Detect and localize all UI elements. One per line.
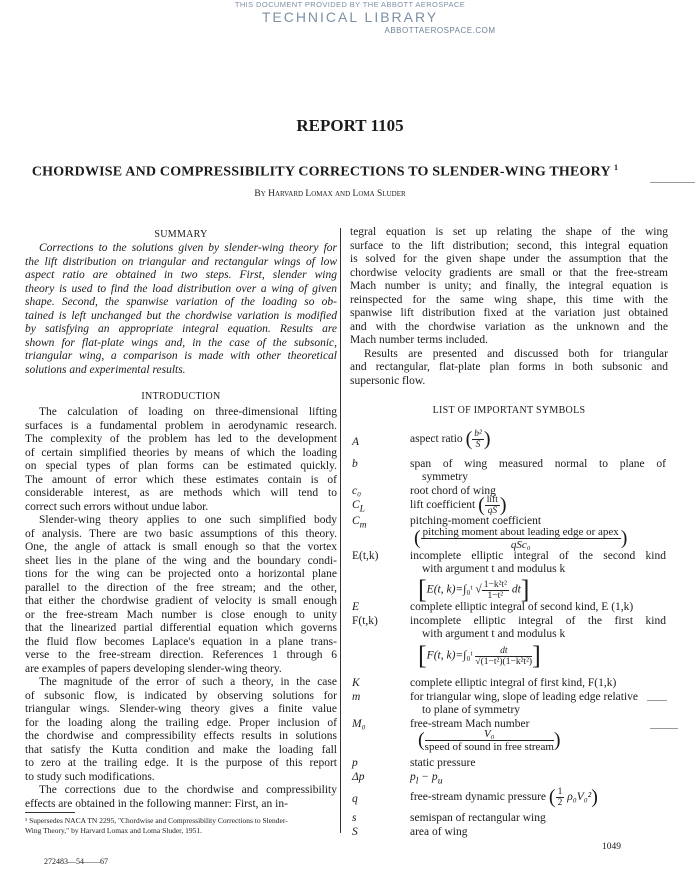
page-number: 1049 — [602, 842, 621, 852]
symbol-description-cont: symmetry — [422, 471, 468, 483]
symbol-description: area of wing — [410, 826, 468, 838]
text-line: considerable interest, as are methods which will tend to — [25, 487, 337, 499]
symbol-description: root chord of wing — [410, 485, 496, 497]
text-line: solutions and experimental results. — [25, 363, 186, 376]
paragraph — [25, 514, 337, 676]
text-line: correct such errors without undue labor. — [25, 500, 209, 513]
text-line: that the linearized partial differential equation which governs — [25, 622, 337, 634]
text-line: triangular wings. Slender-wing theory gives a finite value — [25, 703, 337, 715]
text-line: spanwise lift distribution fixed at the variation just obtained — [350, 307, 668, 319]
text-line: is solved for the given shape under the assumption that the — [350, 253, 668, 265]
scan-mark — [650, 182, 695, 183]
footnote-line: ¹ Supersedes NACA TN 2295, "Chordwise and Compressibility Corrections to Slender- — [25, 816, 288, 825]
denominator: qS — [487, 506, 498, 516]
text-line: by satisfying an appropriate integral equation. Results are — [25, 323, 337, 335]
text-line: Mach number is unity; and finally, the integral equation is — [350, 280, 668, 292]
symbol-formula: [E(t, k)=∫₀ᵗ √ $\frac{\text{1−k²t²}}{\text{1−t²}}$ dt] — [418, 575, 530, 604]
text-line: to study such modifications. — [25, 770, 155, 783]
desc-text: free-stream dynamic pressure — [410, 791, 547, 804]
fraction — [421, 526, 621, 551]
symbol-description: semispan of rectangular wing — [410, 812, 546, 824]
symbol: M₀ — [352, 718, 366, 730]
column-divider — [340, 228, 341, 833]
symbol-description: complete elliptic integral of second kind, E (1,k) — [410, 601, 634, 613]
symbol: E(t,k) — [352, 550, 379, 562]
symbols-heading: LIST OF IMPORTANT SYMBOLS — [432, 405, 586, 416]
numerator: pitching moment about leading edge or apex — [422, 526, 619, 538]
symbol: S — [352, 826, 358, 838]
text-line: the lift distribution on triangular and rectangular wings of low — [25, 255, 337, 268]
symbol-description: for triangular wing, slope of leading edge relative — [410, 691, 639, 703]
scan-mark — [650, 728, 678, 729]
authors: By Harvard Lomax and Loma Sluder — [254, 189, 406, 199]
denominator: √(1−t²)(1−k²t²) — [475, 656, 533, 667]
text-line: surface to the lift distribution; second, this integral equation — [350, 239, 668, 252]
text-line: to zero at the trailing edge. It is the purpose of this report — [25, 757, 337, 769]
text-line: Results are presented and discussed both for triangular — [364, 347, 668, 360]
watermark-url: ABBOTTAEROSPACE.COM — [384, 26, 496, 35]
footnote — [25, 816, 337, 836]
text-line: for the loading along the trailing edge. Proper inclusion of — [25, 716, 337, 729]
symbol: p — [352, 757, 358, 769]
symbol: $C_m$ — [352, 515, 367, 531]
symbol: c₀ — [352, 485, 362, 497]
watermark-line1: THIS DOCUMENT PROVIDED BY THE ABBOTT AEROSPACE — [234, 0, 466, 9]
text-line: chordwise velocity gradients are small or that the free-stream — [350, 266, 668, 279]
text-line: shape. Second, the spanwise variation of the loading so ob- — [25, 296, 337, 308]
text-line: of certain simplified theories by means of which the loading — [25, 446, 337, 459]
text-line: tained is left unchanged but the chordwise variation is modified — [25, 309, 337, 322]
paragraph — [25, 406, 337, 514]
paragraph — [350, 226, 668, 348]
text-line: and with the chordwise variation as the unknown and the — [350, 320, 668, 333]
symbol-description: free-stream Mach number — [410, 718, 530, 730]
symbol: A — [352, 436, 360, 448]
desc-text: lift coefficient — [410, 499, 476, 512]
symbol-description: $p_l - p_u$ — [410, 771, 443, 787]
text-line: or the free-stream Mach number is close enough to unity — [25, 608, 337, 621]
numerator: dt — [475, 646, 532, 657]
text-line: that satisfy the Kutta condition and make the loading fall — [25, 743, 337, 756]
text-line: Slender-wing theory applies to one such simplified body — [39, 514, 337, 526]
symbol: $C_L$ — [352, 499, 365, 515]
formula-tail: dt — [511, 583, 521, 596]
text-line: and rectangular, flat-plate plan forms in both subsonic and — [350, 361, 668, 373]
symbol-formula: [F(t, k)=∫₀ᵗ $\frac{dt}{\text{√(1−t²)(1−k²t²)}}$ ] — [418, 641, 541, 670]
numerator: b² — [474, 429, 482, 439]
formula-tail: ρ₀V₀² — [567, 791, 592, 804]
symbol-formula: ( $\frac{\text{pitching moment about leading edge or apex}}{\text{qSc₀}}$ ) — [414, 526, 628, 551]
text-line: the chordwise and compressibility effects results in solutions — [25, 730, 337, 742]
fraction — [485, 495, 500, 516]
summary-heading: SUMMARY — [154, 229, 208, 240]
text-line: that either the chordwise gradient of velocity is small enough — [25, 595, 337, 607]
text-line: parallel to the direction of the free stream; and the other, — [25, 581, 337, 594]
text-line: aspect ratio are obtained in two steps. First, slender wing — [25, 269, 337, 281]
text-line: Corrections to the solutions given by slender-wing theory for — [39, 242, 337, 254]
fraction — [482, 580, 509, 601]
numerator: lift — [486, 495, 498, 505]
text-line: One, the angle of attack is small enough so that the vortex — [25, 541, 337, 553]
summary-body — [25, 242, 337, 377]
symbol: E — [352, 601, 360, 613]
report-number: REPORT 1105 — [296, 116, 404, 135]
symbol-description: complete elliptic integral of first kind, F(1,k) — [410, 677, 617, 689]
title-text: CHORDWISE AND COMPRESSIBILITY CORRECTIONS TO SLENDER-WING THEORY — [31, 164, 611, 180]
symbol-description: incomplete elliptic integral of the first kind — [410, 615, 666, 627]
text-line: tions for the wing can be projected onto a horizontal plane — [25, 568, 337, 580]
symbol-description: incomplete elliptic integral of the second kind — [410, 550, 666, 562]
symbol: m — [352, 691, 361, 703]
text-line: of subsonic flow, is indicated by observing solutions for — [25, 689, 337, 702]
text-line: triangular wing, a comparison is made with other theoretical — [25, 350, 337, 362]
footnote-line: Wing Theory," by Harvard Lomax and Loma Sluder, 1951. — [25, 826, 203, 835]
numerator: 1 — [557, 787, 563, 797]
text-line: are examples of papers developing slender-wing theory. — [25, 662, 282, 675]
symbol-description-cont: to plane of symmetry — [422, 704, 521, 716]
integral: ∫₀ᵗ — [463, 649, 473, 662]
numerator: 1−k²t² — [483, 579, 507, 590]
text-line: Mach number terms included. — [350, 334, 488, 346]
paragraph — [25, 676, 337, 784]
text-line: on special types of plan forms can be estimated quickly. — [25, 460, 337, 472]
fraction — [475, 646, 532, 667]
right-body — [350, 226, 668, 388]
watermark-logo-text: TECHNICAL LIBRARY — [261, 9, 439, 25]
text-line: effects are obtained in the following manner: First, an in- — [25, 797, 288, 810]
denominator: qSc₀ — [510, 539, 531, 551]
symbol-description: static pressure — [410, 757, 476, 769]
desc-text: aspect ratio — [410, 433, 463, 446]
denominator: S — [475, 440, 481, 450]
symbol: q — [352, 793, 358, 805]
fraction — [472, 429, 484, 450]
formula-lhs: F(t, k)= — [426, 649, 464, 662]
footnote-rule — [25, 812, 75, 813]
symbol-description-cont: with argument t and modulus k — [422, 628, 566, 640]
denominator: 1−t² — [487, 590, 504, 601]
text-line: The magnitude of the error of such a theory, in the case — [39, 676, 337, 688]
text-line: the fluid flow becomes Laplace's equation in a plane trans- — [25, 635, 337, 648]
symbol-description: pitching-moment coefficient — [410, 515, 542, 527]
symbol: K — [352, 677, 360, 689]
denominator: speed of sound in free stream — [424, 741, 554, 753]
symbol: F(t,k) — [352, 615, 378, 627]
text-line: supersonic flow. — [350, 374, 426, 387]
text-line: sheet lies in the plane of the wing and the boundary condi- — [25, 554, 337, 567]
text-line: The corrections due to the chordwise and compressibility — [39, 784, 337, 796]
symbol-description: free-stream dynamic pressure ( $\frac{1}{2}$ ρ₀V₀²) — [410, 786, 598, 808]
formula-lhs: E(t, k)= — [426, 583, 464, 596]
denominator: 2 — [557, 798, 563, 808]
text-line: verse to the free-stream direction. References 1 through 6 — [25, 649, 337, 661]
title-footnote-mark: 1 — [613, 163, 619, 172]
numerator: V₀ — [425, 728, 554, 741]
text-line: The calculation of loading on three-dimensional lifting — [39, 406, 337, 418]
text-line: The complexity of the problem has led to the development — [25, 433, 337, 445]
introduction-heading: INTRODUCTION — [141, 391, 221, 402]
text-line: tegral equation is set up relating the shape of the wing — [350, 226, 668, 238]
integral: ∫₀ᵗ — [463, 583, 473, 596]
symbol-description: aspect ratio ( $\frac{\text{b²}}{S}$ ) — [410, 428, 491, 450]
symbol-formula: ( $\frac{\text{V₀}}{\text{speed of sound in free stream}}$ ) — [418, 728, 561, 753]
symbol-description-cont: with argument t and modulus k — [422, 563, 566, 575]
symbol: b — [352, 458, 358, 470]
text-line: shown for flat-plate wings and, in the case of the subsonic, — [25, 336, 337, 349]
print-code: 272483—54——67 — [44, 857, 108, 866]
fraction — [425, 728, 554, 753]
symbol-description: lift coefficient ( $\frac{\text{lift}}{qS}$ ) — [410, 494, 507, 516]
symbol-description: span of wing measured normal to plane of — [410, 458, 666, 470]
symbol: Δp — [352, 771, 365, 783]
text-line: The amount of error which these estimates contain is of — [25, 473, 337, 486]
text-line: surfaces is a fundamental problem in aerodynamic research. — [25, 419, 337, 432]
text-line: reinspected for the same wing shape, this time with the — [350, 293, 668, 306]
scan-mark — [647, 700, 667, 701]
introduction-body — [25, 406, 337, 811]
text-line: theory is used to find the load distribution over a wing of given — [25, 282, 337, 295]
paragraph — [25, 784, 337, 811]
page-title — [20, 163, 630, 181]
symbol: s — [352, 812, 357, 824]
fraction — [556, 787, 565, 808]
text-line: of analysis. There are two basic assumptions of this theory. — [25, 527, 337, 540]
paragraph — [350, 348, 668, 389]
